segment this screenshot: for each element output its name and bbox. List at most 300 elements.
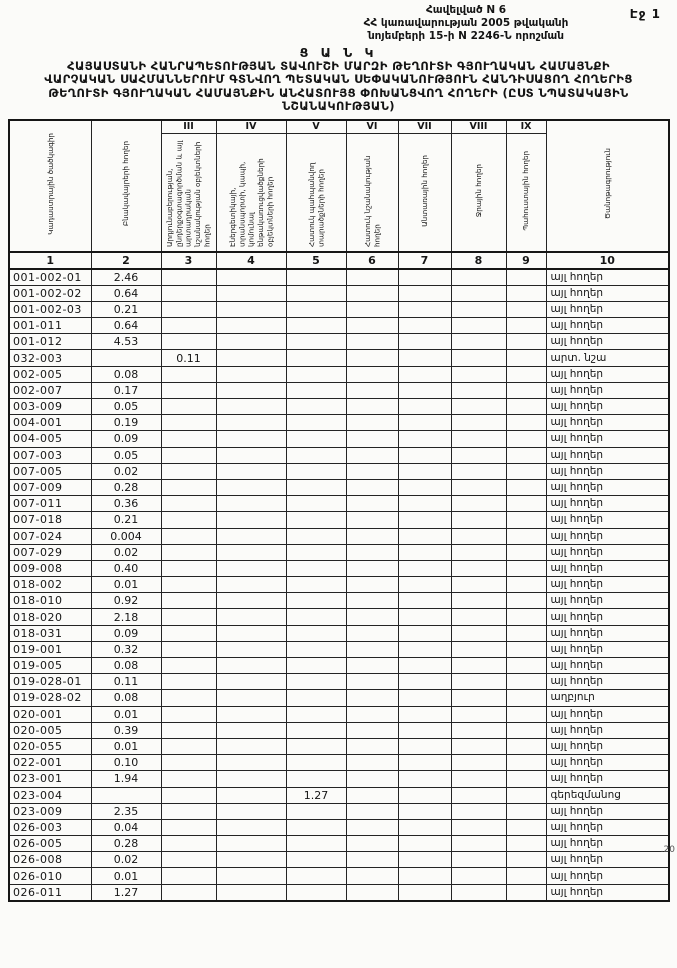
protected-area-value xyxy=(286,803,346,819)
special-purpose-value xyxy=(346,755,398,771)
col-header-notes xyxy=(546,120,669,252)
cadastral-code-cell: 003-009 xyxy=(9,399,91,415)
forest-land-value xyxy=(398,674,451,690)
water-land-value xyxy=(451,755,506,771)
column-number: 8 xyxy=(451,252,506,269)
protected-area-value xyxy=(286,382,346,398)
special-purpose-value xyxy=(346,269,398,286)
industrial-land-value xyxy=(161,884,216,901)
table-row xyxy=(9,350,669,366)
table-row xyxy=(9,674,669,690)
note-cell: այլ հողեր xyxy=(546,641,669,657)
forest-land-value xyxy=(398,399,451,415)
water-land-value xyxy=(451,803,506,819)
water-land-value xyxy=(451,738,506,754)
forest-land-value xyxy=(398,285,451,301)
protected-area-value xyxy=(286,819,346,835)
special-purpose-value xyxy=(346,366,398,382)
energy-transport-value xyxy=(216,382,286,398)
note-cell: այլ հողեր xyxy=(546,399,669,415)
forest-land-value xyxy=(398,301,451,317)
protected-area-lands-header-text: Հատուկ պահպանվող տարածքների հողեր xyxy=(306,162,325,247)
note-cell: այլ հողեր xyxy=(546,803,669,819)
water-land-value xyxy=(451,609,506,625)
forest-land-value xyxy=(398,496,451,512)
water-land-value xyxy=(451,868,506,884)
reserve-land-value xyxy=(506,738,546,754)
forest-land-value xyxy=(398,382,451,398)
note-cell: այլ հողեր xyxy=(546,577,669,593)
column-number: 2 xyxy=(91,252,161,269)
table-row xyxy=(9,285,669,301)
water-land-value xyxy=(451,528,506,544)
col-header-protected-area-lands xyxy=(286,133,346,252)
protected-area-value xyxy=(286,674,346,690)
industrial-land-value xyxy=(161,463,216,479)
industrial-land-value: 0.11 xyxy=(161,350,216,366)
col-header-cadastral-code xyxy=(9,120,91,252)
reserve-land-value xyxy=(506,334,546,350)
water-lands-header-text: Ջրային հողեր xyxy=(473,163,483,218)
reserve-land-value xyxy=(506,722,546,738)
industrial-land-value xyxy=(161,496,216,512)
reserve-land-value xyxy=(506,674,546,690)
title-line: Ց Ա Ն Կ xyxy=(299,45,378,60)
cadastral-code-cell: 020-005 xyxy=(9,722,91,738)
settlement-land-value: 2.18 xyxy=(91,609,161,625)
protected-area-value xyxy=(286,641,346,657)
appendix-line: նոյեմբերի 15-ի N 2246-Ն որոշման xyxy=(367,30,565,42)
settlement-land-value: 0.08 xyxy=(91,690,161,706)
water-land-value xyxy=(451,512,506,528)
cadastral-code-cell: 026-003 xyxy=(9,819,91,835)
margin-stray-mark: .20 xyxy=(660,845,675,855)
forest-land-value xyxy=(398,350,451,366)
protected-area-value xyxy=(286,350,346,366)
energy-transport-value xyxy=(216,269,286,286)
column-number: 1 xyxy=(9,252,91,269)
water-land-value xyxy=(451,884,506,901)
protected-area-value xyxy=(286,512,346,528)
special-purpose-value xyxy=(346,738,398,754)
forest-land-value xyxy=(398,544,451,560)
title-line: ՀԱՅԱՍՏԱՆԻ ՀԱՆՐԱՊԵՏՈՒԹՅԱՆ ՏԱՎՈՒՇԻ ՄԱՐԶԻ ԹԵՂՈՒՏԻ ԳՅՈՒՂԱԿԱՆ ՀԱՄԱՅՆՔԻ xyxy=(67,58,610,73)
protected-area-value xyxy=(286,836,346,852)
settlement-land-value: 0.40 xyxy=(91,560,161,576)
protected-area-value xyxy=(286,544,346,560)
energy-transport-value xyxy=(216,787,286,803)
note-cell: այլ հողեր xyxy=(546,496,669,512)
settlement-land-value: 0.08 xyxy=(91,366,161,382)
note-cell: այլ հողեր xyxy=(546,560,669,576)
note-cell: այլ հողեր xyxy=(546,706,669,722)
appendix-line: ՀՀ կառավարության 2005 թվականի xyxy=(363,17,569,29)
energy-transport-value xyxy=(216,463,286,479)
industrial-land-value xyxy=(161,852,216,868)
cadastral-code-cell: 019-001 xyxy=(9,641,91,657)
industrial-land-value xyxy=(161,528,216,544)
reserve-land-value xyxy=(506,318,546,334)
energy-transport-value xyxy=(216,771,286,787)
document-title xyxy=(0,46,677,114)
cadastral-code-cell: 007-011 xyxy=(9,496,91,512)
cadastral-code-cell: 026-005 xyxy=(9,836,91,852)
energy-transport-value xyxy=(216,803,286,819)
industrial-land-value xyxy=(161,836,216,852)
special-purpose-value xyxy=(346,593,398,609)
reserve-land-value xyxy=(506,496,546,512)
industrial-land-value xyxy=(161,771,216,787)
special-purpose-value xyxy=(346,625,398,641)
cadastral-code-cell: 019-005 xyxy=(9,658,91,674)
settlement-land-value: 0.28 xyxy=(91,479,161,495)
forest-land-value xyxy=(398,512,451,528)
forest-land-value xyxy=(398,479,451,495)
protected-area-value xyxy=(286,593,346,609)
column-number: 4 xyxy=(216,252,286,269)
cadastral-code-cell: 020-001 xyxy=(9,706,91,722)
special-purpose-value xyxy=(346,318,398,334)
column-number-row xyxy=(9,252,669,269)
water-land-value xyxy=(451,787,506,803)
settlement-land-value: 0.01 xyxy=(91,706,161,722)
reserve-land-value xyxy=(506,399,546,415)
column-number: 10 xyxy=(546,252,669,269)
protected-area-value xyxy=(286,722,346,738)
note-cell: այլ հողեր xyxy=(546,431,669,447)
cadastral-code-cell: 018-020 xyxy=(9,609,91,625)
cadastral-code-cell: 020-055 xyxy=(9,738,91,754)
special-purpose-value xyxy=(346,560,398,576)
protected-area-value xyxy=(286,690,346,706)
note-cell: այլ հողեր xyxy=(546,674,669,690)
table-row xyxy=(9,528,669,544)
reserve-land-value xyxy=(506,544,546,560)
special-purpose-value xyxy=(346,512,398,528)
reserve-land-value xyxy=(506,706,546,722)
table-row xyxy=(9,496,669,512)
industrial-land-value xyxy=(161,512,216,528)
reserve-land-value xyxy=(506,577,546,593)
forest-land-value xyxy=(398,819,451,835)
special-purpose-value xyxy=(346,382,398,398)
reserve-land-value xyxy=(506,463,546,479)
forest-land-value xyxy=(398,787,451,803)
table-row xyxy=(9,884,669,901)
special-purpose-value xyxy=(346,577,398,593)
note-cell: այլ հողեր xyxy=(546,868,669,884)
water-land-value xyxy=(451,771,506,787)
note-cell: այլ հողեր xyxy=(546,819,669,835)
energy-transport-value xyxy=(216,625,286,641)
industrial-land-value xyxy=(161,318,216,334)
settlement-land-value: 0.64 xyxy=(91,318,161,334)
note-cell: այլ հողեր xyxy=(546,285,669,301)
protected-area-value xyxy=(286,755,346,771)
cadastral-code-cell: 001-002-03 xyxy=(9,301,91,317)
col-header-settlement-lands xyxy=(91,120,161,252)
industrial-land-value xyxy=(161,690,216,706)
special-purpose-value xyxy=(346,609,398,625)
table-row xyxy=(9,625,669,641)
industrial-land-value xyxy=(161,658,216,674)
forest-land-value xyxy=(398,334,451,350)
cadastral-code-header-text: Կադաստրային ծածկագիր xyxy=(45,133,55,235)
forest-lands-header-text: Անտառային հողեր xyxy=(419,154,429,227)
special-purpose-value xyxy=(346,658,398,674)
roman-numeral: IX xyxy=(506,120,546,134)
industrial-land-value xyxy=(161,641,216,657)
forest-land-value xyxy=(398,803,451,819)
forest-land-value xyxy=(398,415,451,431)
cadastral-code-cell: 001-011 xyxy=(9,318,91,334)
reserve-lands-header-text: Պահուստային հողեր xyxy=(521,150,531,231)
roman-numeral: VIII xyxy=(451,120,506,134)
water-land-value xyxy=(451,852,506,868)
protected-area-value xyxy=(286,366,346,382)
column-number: 3 xyxy=(161,252,216,269)
settlement-land-value: 0.32 xyxy=(91,641,161,657)
table-row xyxy=(9,544,669,560)
table-row xyxy=(9,755,669,771)
forest-land-value xyxy=(398,852,451,868)
table-row xyxy=(9,609,669,625)
protected-area-value: 1.27 xyxy=(286,787,346,803)
energy-transport-value xyxy=(216,706,286,722)
table-row xyxy=(9,819,669,835)
roman-numeral: IV xyxy=(216,120,286,134)
cadastral-code-cell: 004-005 xyxy=(9,431,91,447)
energy-transport-value xyxy=(216,836,286,852)
protected-area-value xyxy=(286,447,346,463)
table-row xyxy=(9,382,669,398)
settlement-land-value: 0.05 xyxy=(91,447,161,463)
settlement-land-value: 0.10 xyxy=(91,755,161,771)
industrial-land-value xyxy=(161,544,216,560)
water-land-value xyxy=(451,674,506,690)
protected-area-value xyxy=(286,334,346,350)
table-row xyxy=(9,479,669,495)
reserve-land-value xyxy=(506,479,546,495)
table-row xyxy=(9,803,669,819)
table-row xyxy=(9,690,669,706)
special-purpose-value xyxy=(346,641,398,657)
energy-transport-value xyxy=(216,544,286,560)
protected-area-value xyxy=(286,738,346,754)
water-land-value xyxy=(451,415,506,431)
column-number: 6 xyxy=(346,252,398,269)
reserve-land-value xyxy=(506,269,546,286)
col-header-industrial-lands xyxy=(161,133,216,252)
cadastral-code-cell: 002-005 xyxy=(9,366,91,382)
industrial-land-value xyxy=(161,269,216,286)
roman-numeral: VI xyxy=(346,120,398,134)
energy-transport-value xyxy=(216,528,286,544)
cadastral-code-cell: 022-001 xyxy=(9,755,91,771)
forest-land-value xyxy=(398,463,451,479)
industrial-lands-header-text: Արդյունաբերության, ընդերքօգտագործման և այլ արտադրական նշանակության օբյեկտների հողեր xyxy=(165,140,212,247)
forest-land-value xyxy=(398,528,451,544)
cadastral-code-cell: 032-003 xyxy=(9,350,91,366)
table-row xyxy=(9,593,669,609)
cadastral-code-cell: 002-007 xyxy=(9,382,91,398)
energy-transport-value xyxy=(216,852,286,868)
note-cell: արտ. նշա xyxy=(546,350,669,366)
settlement-land-value: 1.27 xyxy=(91,884,161,901)
special-purpose-value xyxy=(346,819,398,835)
table-row xyxy=(9,577,669,593)
forest-land-value xyxy=(398,706,451,722)
reserve-land-value xyxy=(506,641,546,657)
note-cell: այլ հողեր xyxy=(546,625,669,641)
cadastral-code-cell: 026-008 xyxy=(9,852,91,868)
industrial-land-value xyxy=(161,755,216,771)
energy-transport-value xyxy=(216,609,286,625)
cadastral-code-cell: 023-009 xyxy=(9,803,91,819)
note-cell: այլ հողեր xyxy=(546,382,669,398)
forest-land-value xyxy=(398,884,451,901)
note-cell: գերեզմանոց xyxy=(546,787,669,803)
settlement-land-value: 0.05 xyxy=(91,399,161,415)
cadastral-code-cell: 026-011 xyxy=(9,884,91,901)
reserve-land-value xyxy=(506,512,546,528)
table-row xyxy=(9,722,669,738)
protected-area-value xyxy=(286,560,346,576)
industrial-land-value xyxy=(161,625,216,641)
table-row xyxy=(9,399,669,415)
energy-transport-value xyxy=(216,431,286,447)
protected-area-value xyxy=(286,625,346,641)
energy-transport-value xyxy=(216,285,286,301)
col-header-reserve-lands xyxy=(506,133,546,252)
appendix-reference xyxy=(281,4,651,43)
settlement-land-value: 4.53 xyxy=(91,334,161,350)
note-cell: աղբյուր xyxy=(546,690,669,706)
col-header-special-purpose-lands xyxy=(346,133,398,252)
table-row xyxy=(9,868,669,884)
settlement-land-value: 0.09 xyxy=(91,625,161,641)
roman-numeral-row xyxy=(9,120,669,134)
water-land-value xyxy=(451,382,506,398)
cadastral-code-cell: 007-018 xyxy=(9,512,91,528)
table-row xyxy=(9,512,669,528)
protected-area-value xyxy=(286,479,346,495)
settlement-land-value: 0.08 xyxy=(91,658,161,674)
note-cell: այլ հողեր xyxy=(546,512,669,528)
forest-land-value xyxy=(398,560,451,576)
protected-area-value xyxy=(286,301,346,317)
col-header-forest-lands xyxy=(398,133,451,252)
special-purpose-value xyxy=(346,706,398,722)
reserve-land-value xyxy=(506,787,546,803)
note-cell: այլ հողեր xyxy=(546,479,669,495)
forest-land-value xyxy=(398,658,451,674)
note-cell: այլ հողեր xyxy=(546,609,669,625)
settlement-land-value: 0.02 xyxy=(91,852,161,868)
special-purpose-value xyxy=(346,544,398,560)
forest-land-value xyxy=(398,447,451,463)
energy-transport-value xyxy=(216,674,286,690)
protected-area-value xyxy=(286,658,346,674)
note-cell: այլ հողեր xyxy=(546,836,669,852)
energy-transport-value xyxy=(216,496,286,512)
water-land-value xyxy=(451,447,506,463)
roman-numeral: VII xyxy=(398,120,451,134)
settlement-land-value: 0.01 xyxy=(91,868,161,884)
water-land-value xyxy=(451,658,506,674)
roman-numeral: III xyxy=(161,120,216,134)
cadastral-code-cell: 007-009 xyxy=(9,479,91,495)
protected-area-value xyxy=(286,852,346,868)
col-header-water-lands xyxy=(451,133,506,252)
forest-land-value xyxy=(398,771,451,787)
column-number: 5 xyxy=(286,252,346,269)
table-row xyxy=(9,366,669,382)
water-land-value xyxy=(451,544,506,560)
note-cell: այլ հողեր xyxy=(546,658,669,674)
settlement-land-value: 0.28 xyxy=(91,836,161,852)
industrial-land-value xyxy=(161,787,216,803)
settlement-land-value: 0.01 xyxy=(91,577,161,593)
industrial-land-value xyxy=(161,577,216,593)
table-row xyxy=(9,706,669,722)
special-purpose-value xyxy=(346,787,398,803)
water-land-value xyxy=(451,366,506,382)
energy-transport-value xyxy=(216,447,286,463)
reserve-land-value xyxy=(506,803,546,819)
industrial-land-value xyxy=(161,415,216,431)
note-cell: այլ հողեր xyxy=(546,755,669,771)
forest-land-value xyxy=(398,868,451,884)
reserve-land-value xyxy=(506,382,546,398)
water-land-value xyxy=(451,722,506,738)
note-cell: այլ հողեր xyxy=(546,544,669,560)
energy-transport-value xyxy=(216,350,286,366)
special-purpose-value xyxy=(346,447,398,463)
water-land-value xyxy=(451,318,506,334)
notes-header-text: Ծանոթագրություն xyxy=(602,148,612,220)
industrial-land-value xyxy=(161,366,216,382)
cadastral-code-cell: 018-010 xyxy=(9,593,91,609)
special-purpose-value xyxy=(346,301,398,317)
water-land-value xyxy=(451,334,506,350)
forest-land-value xyxy=(398,593,451,609)
energy-transport-value xyxy=(216,868,286,884)
industrial-land-value xyxy=(161,609,216,625)
settlement-land-value: 0.09 xyxy=(91,431,161,447)
table-row xyxy=(9,447,669,463)
reserve-land-value xyxy=(506,301,546,317)
special-purpose-value xyxy=(346,690,398,706)
industrial-land-value xyxy=(161,285,216,301)
note-cell: այլ հողեր xyxy=(546,852,669,868)
industrial-land-value xyxy=(161,479,216,495)
protected-area-value xyxy=(286,706,346,722)
forest-land-value xyxy=(398,577,451,593)
settlement-lands-header-text: Բնակավայրերի հողեր xyxy=(121,141,131,227)
special-purpose-value xyxy=(346,334,398,350)
reserve-land-value xyxy=(506,868,546,884)
water-land-value xyxy=(451,625,506,641)
protected-area-value xyxy=(286,285,346,301)
reserve-land-value xyxy=(506,560,546,576)
energy-transport-value xyxy=(216,641,286,657)
protected-area-value xyxy=(286,528,346,544)
industrial-land-value xyxy=(161,868,216,884)
water-land-value xyxy=(451,836,506,852)
energy-transport-value xyxy=(216,318,286,334)
water-land-value xyxy=(451,301,506,317)
